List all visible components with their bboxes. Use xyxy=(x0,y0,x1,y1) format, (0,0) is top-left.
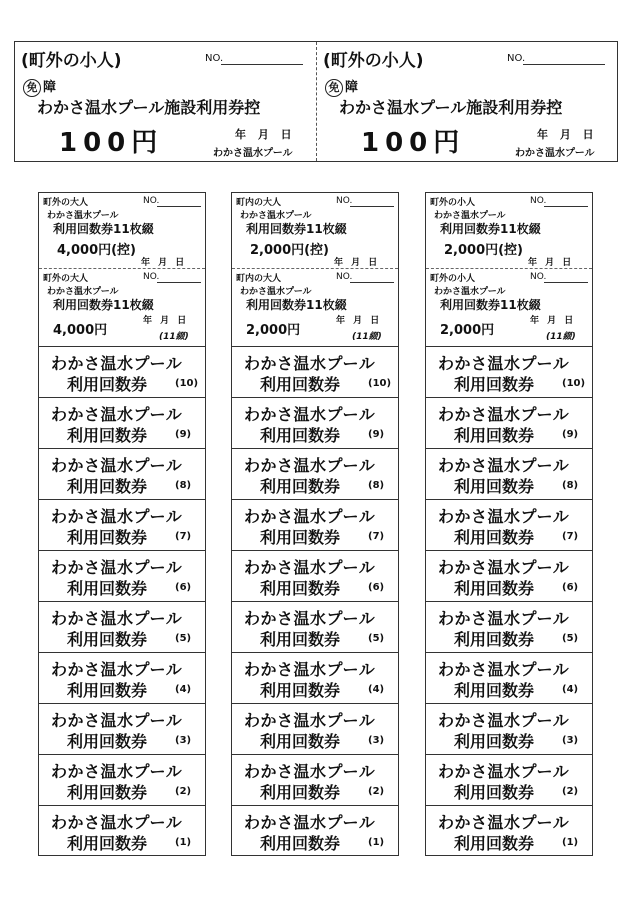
coupon-pool-name: わかさ温水プール xyxy=(438,405,570,424)
stub-number-label: NO. xyxy=(530,196,547,206)
ticket-name: わかさ温水プール施設利用券控 xyxy=(37,98,261,117)
ticket-pool-name: わかさ温水プール xyxy=(515,148,595,159)
coupon-ticket xyxy=(39,602,205,653)
coupon-title: 利用回数券 xyxy=(260,630,341,649)
coupon-title: 利用回数券 xyxy=(260,579,341,598)
coupon-pool-name: わかさ温水プール xyxy=(51,711,183,730)
stub-number-field xyxy=(157,206,201,207)
stub-price: 4,000円(控) xyxy=(57,243,137,258)
coupon-ticket xyxy=(232,500,398,551)
ticket-pool-name: わかさ温水プール xyxy=(213,148,293,159)
coupon-number: (10) xyxy=(175,378,199,389)
coupon-list xyxy=(232,347,398,858)
coupon-number: (9) xyxy=(175,429,192,440)
stub-name: 利用回数券11枚綴 xyxy=(246,222,347,236)
coupon-number: (3) xyxy=(175,735,192,746)
stub-date: 年 月 日 xyxy=(530,316,574,326)
coupon-number: (9) xyxy=(562,429,579,440)
coupon-ticket xyxy=(426,398,592,449)
exemption-row xyxy=(325,76,358,97)
ticket-category: (町外の小人) xyxy=(323,51,424,71)
coupon-number: (9) xyxy=(368,429,385,440)
coupon-number: (2) xyxy=(562,786,579,797)
stub-sequence: (11綴) xyxy=(352,332,382,342)
stub-name: 利用回数券11枚綴 xyxy=(53,222,154,236)
ticket-category: (町外の小人) xyxy=(21,51,122,71)
stub-number-label: NO. xyxy=(530,272,547,282)
coupon-ticket xyxy=(426,602,592,653)
coupon-pool-name: わかさ温水プール xyxy=(244,456,376,475)
coupon-title: 利用回数券 xyxy=(67,426,148,445)
coupon-title: 利用回数券 xyxy=(260,834,341,853)
coupon-ticket xyxy=(426,500,592,551)
coupon-pool-name: わかさ温水プール xyxy=(51,762,183,781)
stub-price: 2,000円 xyxy=(246,323,301,338)
coupon-number: (6) xyxy=(175,582,192,593)
stub-number-field xyxy=(544,206,588,207)
stub-sequence: (11綴) xyxy=(159,332,189,342)
stub-ticket xyxy=(232,269,398,347)
stub-date: 年 月 日 xyxy=(336,316,380,326)
coupon-ticket xyxy=(232,755,398,806)
coupon-number: (8) xyxy=(368,480,385,491)
coupon-pool-name: わかさ温水プール xyxy=(438,558,570,577)
stub-pool-name: わかさ温水プール xyxy=(240,211,312,221)
coupon-title: 利用回数券 xyxy=(67,630,148,649)
coupon-title: 利用回数券 xyxy=(260,732,341,751)
coupon-title: 利用回数券 xyxy=(454,375,535,394)
coupon-title: 利用回数券 xyxy=(454,681,535,700)
coupon-title: 利用回数券 xyxy=(454,477,535,496)
coupon-pool-name: わかさ温水プール xyxy=(244,507,376,526)
coupon-number: (8) xyxy=(175,480,192,491)
stub-price: 4,000円 xyxy=(53,323,108,338)
stub-sequence: (11綴) xyxy=(546,332,576,342)
exempt-mark-icon: 免 xyxy=(23,79,41,97)
coupon-ticket xyxy=(232,449,398,500)
coupon-ticket xyxy=(232,704,398,755)
coupon-list xyxy=(39,347,205,858)
coupon-number: (2) xyxy=(368,786,385,797)
coupon-book-column xyxy=(38,192,206,856)
coupon-number: (1) xyxy=(368,837,385,848)
coupon-pool-name: わかさ温水プール xyxy=(244,405,376,424)
stub-number-label: NO. xyxy=(336,272,353,282)
coupon-number: (7) xyxy=(368,531,385,542)
coupon-ticket xyxy=(39,347,205,398)
coupon-number: (5) xyxy=(562,633,579,644)
ticket-name: わかさ温水プール施設利用券控 xyxy=(339,98,563,117)
stub-category: 町外の大人 xyxy=(43,198,89,208)
coupon-pool-name: わかさ温水プール xyxy=(51,813,183,832)
coupon-ticket xyxy=(39,500,205,551)
coupon-pool-name: わかさ温水プール xyxy=(51,354,183,373)
coupon-title: 利用回数券 xyxy=(260,528,341,547)
coupon-pool-name: わかさ温水プール xyxy=(438,354,570,373)
coupon-title: 利用回数券 xyxy=(454,528,535,547)
stub-number-label: NO. xyxy=(143,272,160,282)
coupon-title: 利用回数券 xyxy=(67,732,148,751)
stub-number-label: NO. xyxy=(336,196,353,206)
coupon-number: (10) xyxy=(368,378,392,389)
coupon-title: 利用回数券 xyxy=(260,375,341,394)
coupon-pool-name: わかさ温水プール xyxy=(244,813,376,832)
coupon-pool-name: わかさ温水プール xyxy=(51,405,183,424)
coupon-title: 利用回数券 xyxy=(454,834,535,853)
coupon-pool-name: わかさ温水プール xyxy=(244,660,376,679)
coupon-title: 利用回数券 xyxy=(67,375,148,394)
stub-pool-name: わかさ温水プール xyxy=(240,287,312,297)
coupon-pool-name: わかさ温水プール xyxy=(51,609,183,628)
coupon-number: (2) xyxy=(175,786,192,797)
stub-copy xyxy=(39,193,205,269)
coupon-pool-name: わかさ温水プール xyxy=(438,609,570,628)
stub-number-field xyxy=(350,206,394,207)
coupon-title: 利用回数券 xyxy=(454,783,535,802)
coupon-number: (3) xyxy=(562,735,579,746)
stub-date: 年 月 日 xyxy=(143,316,187,326)
ticket-date: 年 月 日 xyxy=(235,128,292,141)
coupon-number: (3) xyxy=(368,735,385,746)
coupon-ticket xyxy=(39,449,205,500)
stub-pool-name: わかさ温水プール xyxy=(47,287,119,297)
coupon-number: (10) xyxy=(562,378,586,389)
coupon-book-column xyxy=(231,192,399,856)
stub-ticket xyxy=(426,269,592,347)
coupon-title: 利用回数券 xyxy=(454,426,535,445)
stub-price: 2,000円(控) xyxy=(250,243,330,258)
coupon-ticket xyxy=(426,653,592,704)
coupon-number: (1) xyxy=(175,837,192,848)
stub-pool-name: わかさ温水プール xyxy=(434,287,506,297)
coupon-pool-name: わかさ温水プール xyxy=(51,660,183,679)
coupon-number: (4) xyxy=(562,684,579,695)
coupon-ticket xyxy=(232,602,398,653)
exempt-text: 障 xyxy=(345,80,359,95)
stub-category: 町内の大人 xyxy=(236,274,282,284)
stub-name: 利用回数券11枚綴 xyxy=(246,298,347,312)
coupon-ticket xyxy=(39,653,205,704)
coupon-number: (6) xyxy=(368,582,385,593)
exempt-text: 障 xyxy=(43,80,57,95)
coupon-title: 利用回数券 xyxy=(67,783,148,802)
coupon-title: 利用回数券 xyxy=(260,783,341,802)
exemption-row xyxy=(23,76,56,97)
stub-number-field xyxy=(157,282,201,283)
ticket-number-field xyxy=(221,64,303,65)
coupon-ticket xyxy=(426,704,592,755)
ticket-date: 年 月 日 xyxy=(537,128,594,141)
stub-copy xyxy=(426,193,592,269)
stub-price: 2,000円 xyxy=(440,323,495,338)
stub-number-field xyxy=(544,282,588,283)
coupon-ticket xyxy=(39,551,205,602)
stub-number-field xyxy=(350,282,394,283)
top-ticket xyxy=(317,42,618,161)
coupon-title: 利用回数券 xyxy=(260,477,341,496)
stub-name: 利用回数券11枚綴 xyxy=(440,298,541,312)
coupon-pool-name: わかさ温水プール xyxy=(438,762,570,781)
coupon-pool-name: わかさ温水プール xyxy=(51,558,183,577)
top-ticket-strip xyxy=(14,41,618,162)
coupon-title: 利用回数券 xyxy=(67,681,148,700)
stub-copy xyxy=(232,193,398,269)
stub-category: 町外の大人 xyxy=(43,274,89,284)
stub-category: 町外の小人 xyxy=(430,274,476,284)
coupon-title: 利用回数券 xyxy=(67,528,148,547)
stub-date: 年 月 日 xyxy=(334,258,378,268)
stub-ticket xyxy=(39,269,205,347)
coupon-title: 利用回数券 xyxy=(67,834,148,853)
coupon-pool-name: わかさ温水プール xyxy=(51,507,183,526)
coupon-title: 利用回数券 xyxy=(67,579,148,598)
coupon-number: (1) xyxy=(562,837,579,848)
coupon-title: 利用回数券 xyxy=(67,477,148,496)
coupon-book-column xyxy=(425,192,593,856)
coupon-pool-name: わかさ温水プール xyxy=(244,609,376,628)
stub-category: 町外の小人 xyxy=(430,198,476,208)
ticket-number-label: NO. xyxy=(205,53,224,64)
coupon-pool-name: わかさ温水プール xyxy=(244,711,376,730)
coupon-ticket xyxy=(426,347,592,398)
coupon-ticket xyxy=(426,551,592,602)
coupon-ticket xyxy=(232,347,398,398)
coupon-title: 利用回数券 xyxy=(454,630,535,649)
coupon-pool-name: わかさ温水プール xyxy=(438,711,570,730)
coupon-title: 利用回数券 xyxy=(260,681,341,700)
ticket-price: 100円 xyxy=(59,128,164,158)
exempt-mark-icon: 免 xyxy=(325,79,343,97)
coupon-ticket xyxy=(426,806,592,858)
ticket-price: 100円 xyxy=(361,128,466,158)
coupon-ticket xyxy=(39,398,205,449)
coupon-pool-name: わかさ温水プール xyxy=(438,813,570,832)
coupon-number: (7) xyxy=(562,531,579,542)
coupon-title: 利用回数券 xyxy=(260,426,341,445)
coupon-ticket xyxy=(232,806,398,858)
coupon-pool-name: わかさ温水プール xyxy=(244,762,376,781)
stub-pool-name: わかさ温水プール xyxy=(434,211,506,221)
coupon-number: (6) xyxy=(562,582,579,593)
coupon-ticket xyxy=(426,449,592,500)
stub-date: 年 月 日 xyxy=(141,258,185,268)
coupon-ticket xyxy=(232,551,398,602)
stub-date: 年 月 日 xyxy=(528,258,572,268)
ticket-number-label: NO. xyxy=(507,53,526,64)
coupon-ticket xyxy=(232,398,398,449)
coupon-ticket xyxy=(39,755,205,806)
coupon-pool-name: わかさ温水プール xyxy=(438,660,570,679)
coupon-pool-name: わかさ温水プール xyxy=(244,354,376,373)
coupon-ticket xyxy=(39,806,205,858)
stub-name: 利用回数券11枚綴 xyxy=(53,298,154,312)
coupon-title: 利用回数券 xyxy=(454,732,535,751)
stub-name: 利用回数券11枚綴 xyxy=(440,222,541,236)
coupon-ticket xyxy=(232,653,398,704)
coupon-pool-name: わかさ温水プール xyxy=(438,507,570,526)
coupon-title: 利用回数券 xyxy=(454,579,535,598)
coupon-ticket xyxy=(39,704,205,755)
stub-price: 2,000円(控) xyxy=(444,243,524,258)
coupon-number: (7) xyxy=(175,531,192,542)
stub-category: 町内の大人 xyxy=(236,198,282,208)
coupon-pool-name: わかさ温水プール xyxy=(438,456,570,475)
coupon-ticket xyxy=(426,755,592,806)
coupon-pool-name: わかさ温水プール xyxy=(51,456,183,475)
coupon-number: (5) xyxy=(175,633,192,644)
stub-number-label: NO. xyxy=(143,196,160,206)
ticket-number-field xyxy=(523,64,605,65)
stub-pool-name: わかさ温水プール xyxy=(47,211,119,221)
coupon-number: (5) xyxy=(368,633,385,644)
top-ticket xyxy=(15,42,316,161)
coupon-pool-name: わかさ温水プール xyxy=(244,558,376,577)
coupon-number: (8) xyxy=(562,480,579,491)
coupon-list xyxy=(426,347,592,858)
coupon-number: (4) xyxy=(175,684,192,695)
coupon-number: (4) xyxy=(368,684,385,695)
